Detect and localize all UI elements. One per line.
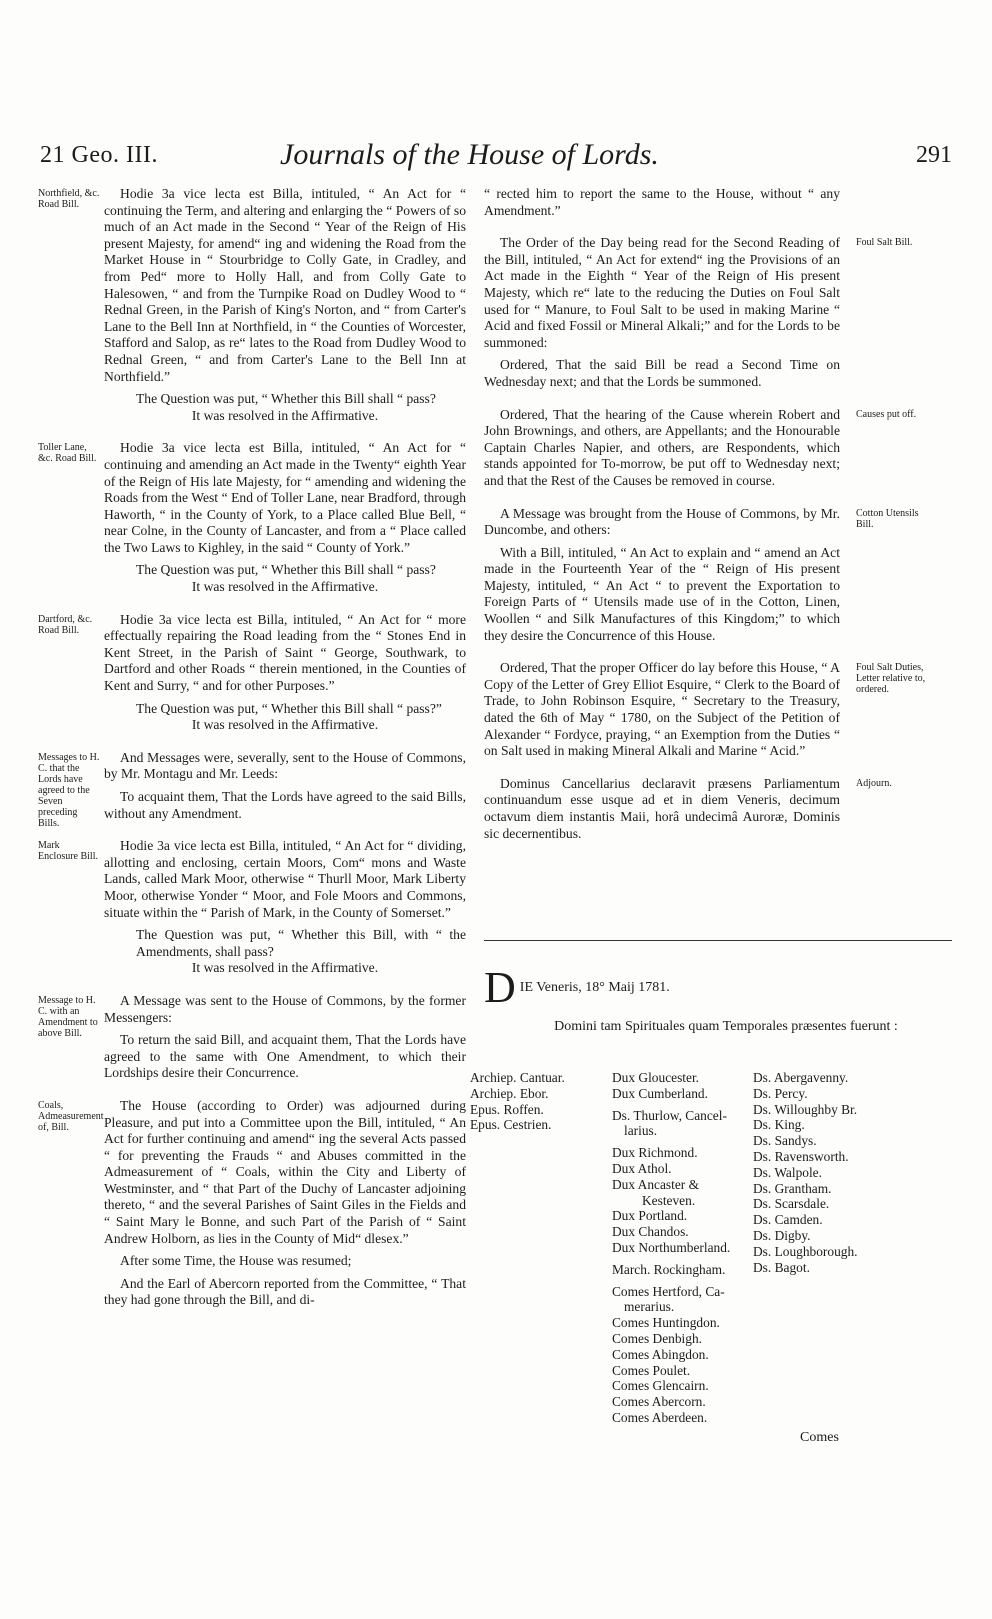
entry-text-2: After some Time, the House was resumed; [120, 1253, 352, 1269]
entry-text: “ rected him to report the same to the House, without “ any Amendment.” [484, 186, 840, 218]
resolution-text: It was resolved in the Affirmative. [191, 717, 379, 733]
margin-note: Foul Salt Bill. [856, 237, 913, 249]
entry-text: A Message was sent to the House of Commons, by the former Messengers: [104, 992, 466, 1025]
attendee: Dux Athol. [612, 1160, 672, 1176]
attendance-column-dukes-earls [612, 1070, 754, 1426]
margin-note: Coals, Admeasurement of, Bill. [38, 1099, 104, 1133]
page-number: 291 [916, 142, 952, 168]
entry-text-2: To return the said Bill, and acquaint them, That the Lords have agreed to the same with One Amendment, to which their Lordships desire their Concurrence. [104, 1032, 466, 1081]
attendee: Ds. Walpole. [753, 1164, 822, 1180]
attendee: Dux Cumberland. [612, 1085, 708, 1101]
resolution-text: It was resolved in the Affirmative. [191, 579, 379, 595]
page-header [40, 138, 952, 178]
entry-text: Dominus Cancellarius declaravit præsens Parliamentum continuandum esse usque ad et in diem Veneris, decimum octavum diem instantis Maii, horâ undecimâ Auroræ, Dominis sic decernentibus. [484, 775, 840, 841]
attendee: Comes Abingdon. [612, 1346, 709, 1362]
margin-note: Cotton Utensils Bill. [856, 507, 919, 530]
margin-note: Adjourn. [856, 777, 892, 789]
attendee: larius. [624, 1123, 658, 1139]
margin-note: Dartford, &c. Road Bill. [38, 613, 93, 636]
attendee: Ds. Camden. [753, 1212, 823, 1228]
attendee: Ds. Scarsdale. [753, 1196, 830, 1212]
attendee: Ds. Willoughby Br. [753, 1101, 858, 1117]
entry-message-amendment [38, 992, 466, 1082]
entry-northfield [38, 186, 466, 424]
attendee: Ds. Ravensworth. [753, 1148, 849, 1164]
entry-text: Ordered, That the hearing of the Cause wherein Robert and John Brownings, and others, are Appellants; and the Honourable Captain Charles Napier, and others, are Respondents, which stands appointed for To-morrow, be put off to Wednesday next; and that the Rest of the Causes be removed in course. [484, 406, 840, 488]
entry-text: Hodie 3a vice lecta est Billa, intituled, “ An Act for “ continuing and amending an Act made in the Twenty“ eighth Year of the Reign of His late Majesty, for “ amending and widening the Roads from the West “ End of Toller Lane, near Bradford, through Haworth, “ in the County of York, to a Place called Blue Bell, “ near Colne, in the County of Lancaster, and from a “ Place called the Two Laws to Kighley, in the said “ County of York.” [104, 440, 466, 555]
question-text: The Question was put, “ Whether this Bill, with “ the Amendments, shall pass? [136, 927, 466, 959]
entry-toller-lane [38, 440, 466, 595]
attendance-column-spiritual [470, 1070, 610, 1133]
margin-note: Northfield, &c. Road Bill. [38, 188, 100, 210]
attendee: Comes Abercorn. [612, 1394, 706, 1410]
attendee: Archiep. Cantuar. [470, 1070, 565, 1085]
entry-coals [38, 1097, 466, 1309]
attendee: Comes Poulet. [612, 1362, 691, 1378]
margin-note: Mark Enclosure Bill. [38, 840, 98, 863]
attendee: Epus. Roffen. [470, 1101, 544, 1117]
attendee: Comes Denbigh. [612, 1330, 703, 1346]
catchword: Comes [800, 1430, 839, 1445]
attendance-column-barons [753, 1070, 893, 1275]
entry-text-2: With a Bill, intituled, “ An Act to explain and “ amend an Act made in the Fourteenth Year of the “ Reign of His present Majesty, intituled, “ An Act “ to prevent the Exportation to Foreign Parts of “ Utensils made use of in the Cotton, Linen, Woollen “ and Silk Manufactures of this Kingdom;” to which they desire the Concurrence of this House. [484, 544, 840, 643]
entry-text: And Messages were, severally, sent to the House of Commons, by Mr. Montagu and Mr. Leeds: [104, 749, 466, 782]
question-text: The Question was put, “ Whether this Bill shall “ pass? [136, 562, 436, 578]
attendee: Ds. Sandys. [753, 1133, 817, 1149]
attendee: Kesteven. [642, 1192, 696, 1208]
entry-foul-salt [484, 235, 913, 390]
attendee: Dux Richmond. [612, 1145, 698, 1161]
attendee: Epus. Cestrien. [470, 1117, 552, 1133]
entry-text: Hodie 3a vice lecta est Billa, intituled, “ An Act for “ more effectually repairing the Road leading from the “ Stones End in Kent Street, in the Parish of Saint “ George, Southwark, to Dartford and other Roads “ therein mentioned, in the Counties of Kent and Surry, “ and for other Purposes.” [104, 611, 466, 694]
attendee: Dux Portland. [612, 1208, 688, 1224]
entry-dartford [38, 611, 466, 734]
section-divider [484, 940, 952, 941]
attendee: Comes Huntingdon. [612, 1315, 720, 1331]
entry-foul-salt-letter [484, 660, 926, 760]
attendee: Dux Gloucester. [612, 1070, 700, 1085]
attendee: Ds. Loughborough. [753, 1243, 858, 1259]
attendee: Comes Hertford, Ca- [612, 1283, 725, 1299]
margin-note: Foul Salt Duties, Letter relative to, ordered. [856, 662, 926, 696]
attendee: Ds. Thurlow, Cancel- [612, 1107, 727, 1123]
entry-adjourn [484, 775, 892, 842]
resolution-text: It was resolved in the Affirmative. [191, 960, 379, 976]
reign-label: 21 Geo. III. [40, 142, 158, 168]
attendee: Archiep. Ebor. [470, 1085, 549, 1101]
entry-text: Ordered, That the proper Officer do lay before this House, “ A Copy of the Letter of Grey Elliot Esquire, “ Clerk to the Board of Trade, to John Robinson Esquire, “ Secretary to the Treasury, dated the 6th of May “ 1780, on the Subject of the Petition of Alexander “ Fordyce, praying, “ an Exemption from the Duties “ on Salt used in making Mineral Alkali and Marine “ Acid.” [484, 660, 840, 759]
entry-continuation [484, 186, 840, 219]
entry-text: Hodie 3a vice lecta est Billa, intituled, “ An Act for “ continuing the Term, and altering and enlarging the “ Powers of so much of an Act made in the Second “ Year of the Reign of His present Majesty, for amend“ ing and widening the Road from the Market House in “ Stourbridge to Colly Gate, in Cradley, and from Ped“ more to Holly Hall, and from Colly Gate to Halesowen, “ and from the Turnpike Road on Dudley Wood to “ Rednal Green, in the Parish of King's Norton, and “ from Carter's Lane to the Bell Inn at Northfield, in “ the Counties of Worcester, Stafford and Salop, as re“ lates to the Road from Dudley Wood to Rednal Green, “ and from Carter's Lane to the Bell Inn at Northfield.” [104, 186, 466, 384]
entry-text: A Message was brought from the House of Commons, by Mr. Duncombe, and others: [484, 505, 840, 538]
entry-cotton-utensils [484, 505, 919, 645]
question-text: The Question was put, “ Whether this Bill shall “ pass?” [136, 700, 442, 716]
entry-text-2: To acquaint them, That the Lords have agreed to the said Bills, without any Amendment. [104, 789, 466, 821]
entry-causes [484, 406, 917, 490]
attendee: Ds. Grantham. [753, 1180, 832, 1196]
resolution-text: It was resolved in the Affirmative. [191, 407, 379, 423]
right-column [484, 186, 926, 848]
journal-title: Journals of the House of Lords. [280, 138, 659, 171]
left-column [38, 186, 466, 1315]
sitting-date [484, 963, 952, 1012]
sitting-date-text: IE Veneris, 18° Maij 1781. [519, 980, 670, 995]
attendee: merarius. [624, 1299, 675, 1315]
margin-note: Message to H. C. with an Amendment to above Bill. [38, 994, 98, 1039]
drop-cap: D [484, 963, 516, 1012]
entry-text-3: And the Earl of Abercorn reported from the Committee, “ That they had gone through the Bill, and di- [104, 1275, 466, 1308]
attendee: Ds. Percy. [753, 1085, 808, 1101]
attendance-heading: Domini tam Spirituales quam Temporales præsentes fuerunt : [554, 1019, 898, 1034]
attendee: Dux Northumberland. [612, 1239, 731, 1255]
entry-messages [38, 749, 466, 829]
attendee: Ds. Bagot. [753, 1259, 810, 1275]
entry-text: The Order of the Day being read for the Second Reading of the Bill, intituled, “ An Act for extend“ ing the Provisions of an Act made in the Eighth “ Year of the Reign of His present Majesty, which re“ late to the reducing the Duties on Foul Salt used for “ Manure, to Foul Salt to be used in making Marine “ Acid and fixed Fossil or Mineral Alkali;” and for the Lords to be summoned: [484, 235, 840, 350]
margin-note: Messages to H. C. that the Lords have agreed to the Seven preceding Bills. [38, 751, 100, 829]
attendee: Ds. Digby. [753, 1227, 811, 1243]
attendee: Ds. Abergavenny. [753, 1070, 849, 1085]
attendee: Ds. King. [753, 1117, 805, 1133]
attendee: March. Rockingham. [612, 1261, 726, 1277]
entry-text: The House (according to Order) was adjourned during Pleasure, and put into a Committee upon the Bill, intituled, “ An Act for further continuing and amend“ ing the several Acts passed “ for preventing the Frauds “ and Abuses committed in the Admeasurement of “ Coals, within the City and Liberty of Westminster, and “ that Part of the Duchy of Lancaster adjoining thereto, “ and the several Parishes of Saint Giles in the Fields and “ Saint Mary le Bonne, and such Part of the Parish of “ Saint Andrew Holborn, as lies in the County of Mid“ dlesex.” [104, 1097, 466, 1246]
attendee: Dux Chandos. [612, 1224, 689, 1240]
question-text: The Question was put, “ Whether this Bill shall “ pass? [136, 391, 436, 407]
attendee: Comes Glencairn. [612, 1378, 709, 1394]
entry-mark-enclosure [38, 838, 466, 977]
entry-text: Hodie 3a vice lecta est Billa, intituled, “ An Act for “ dividing, allotting and enclosing, certain Moors, Com“ mons and Waste Lands, called Mark Moor, otherwise “ Thurll Moor, Mark Liberty Moor, otherwise Yonder “ Moor, and Fole Moors and Commons, situate within the “ Parish of Mark, in the County of Somerset.” [104, 838, 466, 920]
margin-note: Toller Lane, &c. Road Bill. [38, 442, 97, 465]
attendee: Dux Ancaster & [612, 1176, 700, 1192]
margin-note: Causes put off. [856, 408, 917, 420]
entry-text-2: Ordered, That the said Bill be read a Second Time on Wednesday next; and that the Lords be summoned. [484, 357, 840, 389]
attendee: Comes Aberdeen. [612, 1409, 708, 1425]
